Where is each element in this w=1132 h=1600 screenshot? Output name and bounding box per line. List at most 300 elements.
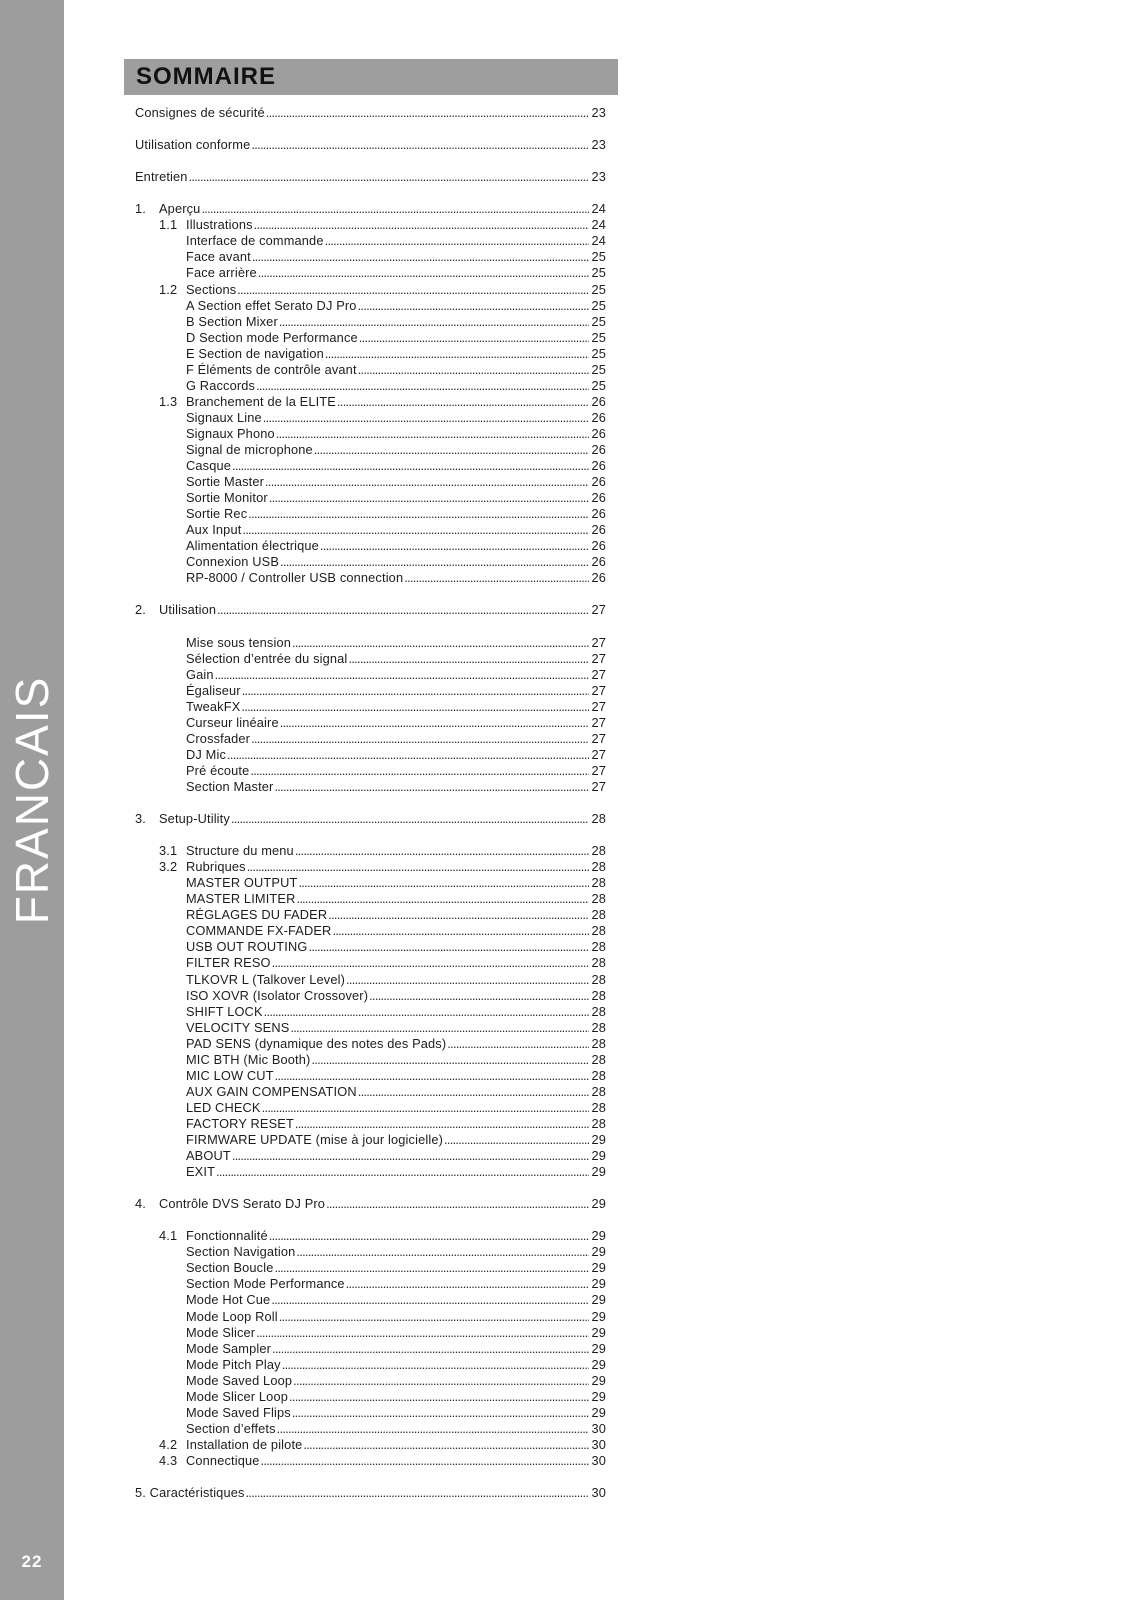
toc-entry-title: Mode Sampler [186, 1340, 272, 1356]
page-number: 22 [21, 1552, 43, 1571]
toc-dot-leader [273, 1260, 589, 1276]
toc-entry-title: Structure du menu [186, 843, 294, 859]
toc-entry-page: 27 [591, 666, 606, 682]
toc-entry [135, 699, 606, 715]
toc-entry-number: 4.1 [159, 1228, 178, 1244]
toc-entry [135, 875, 606, 891]
toc-dot-leader [273, 779, 589, 795]
toc-entry [135, 330, 606, 346]
toc-entry [135, 939, 606, 955]
toc-entry-title: Contrôle DVS Serato DJ Pro [159, 1196, 326, 1212]
toc-dot-leader [345, 1276, 590, 1292]
toc-entry-page: 27 [591, 714, 606, 730]
toc-entry-title: EXIT [186, 1164, 216, 1180]
toc-entry [135, 442, 606, 458]
toc-entry-title: Face avant [186, 249, 251, 265]
toc-entry-title: Section d’effets [186, 1420, 276, 1436]
toc-entry-page: 29 [591, 1292, 606, 1308]
toc-entry-title: Signal de microphone [186, 441, 313, 457]
toc-entry-page: 29 [591, 1340, 606, 1356]
toc-entry-number: 3.1 [159, 843, 178, 859]
toc-dot-leader [253, 217, 590, 233]
toc-entry-page: 28 [591, 1099, 606, 1115]
toc-dot-leader [357, 1084, 590, 1100]
toc-entry [135, 217, 606, 233]
toc-dot-leader [271, 1341, 589, 1357]
toc-dot-leader [231, 458, 589, 474]
toc-entry-page: 29 [591, 1276, 606, 1292]
toc-entry-page: 28 [591, 811, 606, 827]
toc-entry-page: 29 [591, 1260, 606, 1276]
toc-dot-leader [200, 201, 589, 217]
toc-dot-leader [403, 570, 589, 586]
toc-entry-page: 29 [591, 1308, 606, 1324]
toc-dot-leader [241, 683, 590, 699]
toc-dot-leader [324, 233, 590, 249]
toc-entry [135, 1485, 606, 1501]
toc-entry [135, 1292, 606, 1308]
toc-block [135, 843, 606, 1180]
toc-entry-page: 24 [591, 233, 606, 249]
toc-entry-page: 28 [591, 859, 606, 875]
toc-entry-title: Mode Slicer Loop [186, 1388, 288, 1404]
toc-dot-leader [263, 1004, 590, 1020]
toc-entry-page: 26 [591, 409, 606, 425]
toc-entry-title: B Section Mixer [186, 313, 278, 329]
toc-entry-title: Égaliseur [186, 682, 241, 698]
toc-dot-leader [368, 988, 589, 1004]
toc-entry-page: 26 [591, 538, 606, 554]
toc-entry-title: Utilisation [159, 602, 217, 618]
toc-dot-leader [358, 330, 590, 346]
toc-entry [135, 1325, 606, 1341]
toc-entry-title: Mode Loop Roll [186, 1308, 278, 1324]
toc-entry-page: 30 [591, 1420, 606, 1436]
toc-entry [135, 667, 606, 683]
toc-entry-page: 25 [591, 361, 606, 377]
toc-entry-title: MIC LOW CUT [186, 1067, 274, 1083]
toc-dot-leader [291, 1405, 590, 1421]
toc-dot-leader [357, 298, 590, 314]
toc-entry [135, 506, 606, 522]
toc-entry-page: 27 [591, 746, 606, 762]
toc-dot-leader [261, 1100, 590, 1116]
toc-dot-leader [246, 859, 590, 875]
toc-block [135, 105, 606, 121]
toc-dot-leader [294, 1116, 590, 1132]
toc-entry-title: Mise sous tension [186, 634, 291, 650]
toc-entry-number: 1.1 [159, 217, 178, 233]
toc-entry-title: PAD SENS (dynamique des notes des Pads) [186, 1035, 447, 1051]
toc-entry-page: 30 [591, 1485, 606, 1501]
toc-entry [135, 426, 606, 442]
toc-dot-leader [216, 602, 589, 618]
toc-entry-page: 25 [591, 297, 606, 313]
toc-dot-leader [281, 1357, 590, 1373]
toc-entry-page: 23 [591, 105, 606, 120]
toc-dot-leader [188, 169, 590, 185]
toc-entry [135, 490, 606, 506]
toc-entry-page: 27 [591, 682, 606, 698]
toc-dot-leader [249, 763, 589, 779]
toc-entry [135, 1373, 606, 1389]
toc-block [135, 137, 606, 153]
toc-entry-page: 28 [591, 907, 606, 923]
toc-entry-page: 25 [591, 377, 606, 393]
toc-entry [135, 169, 606, 185]
toc-entry [135, 1309, 606, 1325]
toc-entry [135, 779, 606, 795]
toc-entry-page: 28 [591, 875, 606, 891]
toc-entry-page: 28 [591, 1115, 606, 1131]
toc-entry [135, 538, 606, 554]
toc-entry-page: 24 [591, 217, 606, 233]
toc-dot-leader [268, 490, 590, 506]
toc-entry-title: E Section de navigation [186, 345, 324, 361]
toc-entry [135, 1228, 606, 1244]
toc-entry-title: Sortie Monitor [186, 490, 268, 506]
toc-entry-page: 29 [591, 1388, 606, 1404]
toc-dot-leader [245, 1485, 590, 1501]
toc-entry [135, 265, 606, 281]
toc-entry-title: MASTER OUTPUT [186, 875, 298, 891]
toc-block [135, 201, 606, 586]
toc-dot-leader [313, 442, 590, 458]
language-sidebar [0, 0, 64, 1600]
toc-entry-title: TLKOVR L (Talkover Level) [186, 971, 346, 987]
toc-block [135, 1196, 606, 1212]
toc-dot-leader [302, 1437, 589, 1453]
toc-entry-title: FILTER RESO [186, 955, 271, 971]
toc-entry-page: 26 [591, 458, 606, 474]
toc-entry [135, 362, 606, 378]
toc-dot-leader [325, 1196, 589, 1212]
toc-entry-title: Branchement de la ELITE [186, 393, 336, 409]
toc-entry-title: Mode Saved Loop [186, 1372, 293, 1388]
toc-entry-title: 5. Caractéristiques [135, 1485, 245, 1501]
toc-entry [135, 346, 606, 362]
toc-dot-leader [279, 715, 590, 731]
toc-entry-page: 29 [591, 1356, 606, 1372]
toc-entry-page: 26 [591, 441, 606, 457]
toc-entry [135, 314, 606, 330]
toc-entry [135, 651, 606, 667]
toc-entry-number: 4.3 [159, 1452, 178, 1468]
toc-entry-title: D Section mode Performance [186, 329, 358, 345]
toc-entry [135, 683, 606, 699]
toc-dot-leader [257, 265, 590, 281]
toc-entry-page: 25 [591, 265, 606, 281]
toc-entry-page: 28 [591, 1067, 606, 1083]
toc-entry-title: F Éléments de contrôle avant [186, 361, 357, 377]
toc-entry-page: 29 [591, 1132, 606, 1147]
toc-dot-leader [214, 667, 590, 683]
toc-entry-page: 26 [591, 393, 606, 409]
language-label: FRANCAIS [6, 675, 58, 925]
toc-entry [135, 1244, 606, 1260]
toc-dot-leader [295, 1244, 589, 1260]
toc-dot-leader [275, 426, 590, 442]
toc-entry-title: Gain [186, 666, 214, 682]
toc-entry [135, 747, 606, 763]
toc-entry [135, 923, 606, 939]
toc-entry-page: 23 [591, 137, 606, 153]
toc-entry-title: Fonctionnalité [186, 1228, 268, 1244]
toc-entry-title: Setup-Utility [159, 811, 230, 827]
toc-entry [135, 1276, 606, 1292]
toc-entry-page: 28 [591, 923, 606, 939]
toc-entry-title: Consignes de sécurité [135, 105, 265, 120]
toc-entry-title: Signaux Line [186, 409, 262, 425]
toc-entry-title: Face arrière [186, 265, 257, 281]
toc-entry [135, 105, 606, 121]
toc-entry-title: Alimentation électrique [186, 538, 319, 554]
contents-heading: SOMMAIRE [136, 63, 276, 90]
toc-entry-page: 28 [591, 939, 606, 955]
toc-entry-title: AUX GAIN COMPENSATION [186, 1083, 357, 1099]
toc-entry [135, 1341, 606, 1357]
toc-entry-title: G Raccords [186, 377, 256, 393]
toc-dot-leader [357, 362, 590, 378]
toc-entry [135, 249, 606, 265]
toc-entry-title: A Section effet Serato DJ Pro [186, 297, 357, 313]
toc-entry-page: 25 [591, 313, 606, 329]
toc-entry-title: Aux Input [186, 522, 242, 538]
toc-dot-leader [291, 635, 589, 651]
toc-dot-leader [307, 939, 589, 955]
contents-heading-bar [124, 59, 618, 95]
toc-entry [135, 282, 606, 298]
toc-dot-leader [288, 1389, 589, 1405]
toc-entry [135, 1389, 606, 1405]
toc-entry [135, 1100, 606, 1116]
toc-entry [135, 1020, 606, 1036]
toc-entry-title: LED CHECK [186, 1099, 261, 1115]
toc-dot-leader [270, 1292, 589, 1308]
toc-entry [135, 811, 606, 827]
toc-entry-page: 30 [591, 1436, 606, 1452]
toc-entry-title: Pré écoute [186, 762, 250, 778]
toc-entry [135, 1260, 606, 1276]
toc-entry-page: 29 [591, 1404, 606, 1420]
toc-entry-page: 28 [591, 1019, 606, 1035]
toc-entry-title: MIC BTH (Mic Booth) [186, 1051, 311, 1067]
toc-entry [135, 1405, 606, 1421]
toc-entry-page: 26 [591, 570, 606, 586]
toc-entry-title: Mode Slicer [186, 1324, 256, 1340]
toc-entry [135, 554, 606, 570]
toc-entry [135, 474, 606, 490]
toc-block [135, 811, 606, 827]
toc-entry [135, 137, 606, 153]
toc-block [135, 602, 606, 618]
toc-entry-page: 28 [591, 955, 606, 971]
toc-dot-leader [265, 105, 590, 121]
toc-dot-leader [446, 1036, 589, 1052]
toc-entry [135, 843, 606, 859]
toc-entry-title: RP-8000 / Controller USB connection [186, 570, 404, 586]
toc-entry [135, 859, 606, 875]
toc-entry [135, 1453, 606, 1469]
toc-entry-page: 28 [591, 1003, 606, 1019]
toc-entry-page: 29 [591, 1196, 606, 1212]
toc-dot-leader [268, 1228, 590, 1244]
toc-dot-leader [240, 699, 589, 715]
toc-dot-leader [236, 282, 589, 298]
toc-dot-leader [271, 955, 590, 971]
toc-entry-title: COMMANDE FX-FADER [186, 923, 332, 939]
toc-dot-leader [345, 972, 589, 988]
toc-entry-page: 28 [591, 1051, 606, 1067]
toc-dot-leader [319, 538, 590, 554]
toc-entry [135, 201, 606, 217]
toc-dot-leader [262, 410, 590, 426]
toc-entry-page: 28 [591, 891, 606, 907]
toc-dot-leader [327, 907, 589, 923]
toc-entry-title: Sortie Rec [186, 506, 248, 522]
toc-dot-leader [255, 378, 589, 394]
toc-entry-page: 29 [591, 1324, 606, 1340]
toc-entry-number: 1.2 [159, 281, 178, 297]
toc-entry-page: 28 [591, 1083, 606, 1099]
toc-entry [135, 410, 606, 426]
toc-dot-leader [336, 394, 589, 410]
toc-entry-page: 26 [591, 490, 606, 506]
toc-entry [135, 907, 606, 923]
toc-entry [135, 378, 606, 394]
toc-dot-leader [294, 843, 590, 859]
toc-entry-title: Sélection d’entrée du signal [186, 650, 348, 666]
toc-entry-page: 30 [591, 1452, 606, 1468]
toc-dot-leader [443, 1132, 589, 1148]
toc-entry-title: Entretien [135, 169, 188, 185]
toc-entry-title: Section Mode Performance [186, 1276, 345, 1292]
toc-entry-title: Casque [186, 458, 232, 474]
toc-dot-leader [255, 1325, 589, 1341]
toc-dot-leader [276, 1421, 590, 1437]
toc-entry-title: TweakFX [186, 698, 241, 714]
toc-entry-page: 26 [591, 554, 606, 570]
toc-dot-leader [251, 249, 590, 265]
toc-entry-title: Installation de pilote [186, 1436, 303, 1452]
toc-dot-leader [247, 506, 589, 522]
toc-entry [135, 1116, 606, 1132]
toc-entry-page: 29 [591, 1148, 606, 1164]
toc-entry-title: ISO XOVR (Isolator Crossover) [186, 987, 369, 1003]
toc-entry-page: 26 [591, 522, 606, 538]
toc-entry-title: Section Boucle [186, 1260, 274, 1276]
toc-entry-title: Illustrations [186, 217, 253, 233]
toc-entry [135, 394, 606, 410]
toc-block [135, 635, 606, 795]
toc-dot-leader [226, 747, 589, 763]
toc-entry [135, 635, 606, 651]
toc-dot-leader [230, 811, 590, 827]
toc-entry-page: 29 [591, 1372, 606, 1388]
toc-dot-leader [250, 137, 589, 153]
toc-entry-title: Curseur linéaire [186, 714, 279, 730]
toc-entry-title: USB OUT ROUTING [186, 939, 308, 955]
toc-entry-page: 27 [591, 634, 606, 650]
toc-entry-page: 27 [591, 698, 606, 714]
toc-entry-title: Rubriques [186, 859, 246, 875]
toc-entry [135, 458, 606, 474]
toc-entry-title: RÉGLAGES DU FADER [186, 907, 328, 923]
toc-entry-page: 23 [591, 169, 606, 185]
toc-entry-page: 26 [591, 506, 606, 522]
toc-dot-leader [289, 1020, 589, 1036]
toc-entry [135, 1421, 606, 1437]
toc-dot-leader [347, 651, 589, 667]
toc-entry-title: DJ Mic [186, 746, 226, 762]
toc-dot-leader [331, 923, 589, 939]
toc-entry [135, 233, 606, 249]
toc-entry [135, 1132, 606, 1148]
toc-dot-leader [260, 1453, 590, 1469]
toc-entry-title: ABOUT [186, 1148, 231, 1164]
toc-entry-title: Interface de commande [186, 233, 324, 249]
toc-entry [135, 1036, 606, 1052]
toc-dot-leader [274, 1068, 590, 1084]
toc-entry-page: 26 [591, 474, 606, 490]
toc-entry-page: 25 [591, 281, 606, 297]
toc-entry [135, 988, 606, 1004]
toc-entry-page: 29 [591, 1244, 606, 1260]
toc-entry-title: VELOCITY SENS [186, 1019, 290, 1035]
toc-dot-leader [241, 522, 589, 538]
toc-entry [135, 570, 606, 586]
toc-entry-title: FIRMWARE UPDATE (mise à jour logicielle) [186, 1132, 444, 1147]
toc-entry-title: MASTER LIMITER [186, 891, 296, 907]
toc-entry-title: Aperçu [159, 201, 201, 217]
toc-entry [135, 1052, 606, 1068]
toc-entry-page: 27 [591, 730, 606, 746]
toc-entry [135, 891, 606, 907]
toc-entry-title: Section Master [186, 778, 274, 794]
toc-dot-leader [264, 474, 589, 490]
toc-dot-leader [278, 314, 590, 330]
toc-dot-leader [310, 1052, 589, 1068]
toc-entry-title: Utilisation conforme [135, 137, 251, 153]
toc-entry [135, 298, 606, 314]
toc-entry-title: Connexion USB [186, 554, 280, 570]
toc-dot-leader [279, 554, 589, 570]
toc-entry [135, 1164, 606, 1180]
toc-entry [135, 1148, 606, 1164]
toc-entry-page: 27 [591, 778, 606, 794]
toc-entry-page: 25 [591, 249, 606, 265]
toc-entry-page: 25 [591, 329, 606, 345]
toc-dot-leader [295, 891, 589, 907]
toc-entry-title: Connectique [186, 1452, 260, 1468]
toc-dot-leader [231, 1148, 590, 1164]
toc-entry-title: Sortie Master [186, 474, 265, 490]
toc-entry-number: 4. [135, 1196, 146, 1212]
toc-entry-page: 28 [591, 987, 606, 1003]
toc-dot-leader [278, 1309, 590, 1325]
toc-entry-title: FACTORY RESET [186, 1115, 294, 1131]
toc-block [135, 1228, 606, 1469]
toc-entry-title: Crossfader [186, 730, 251, 746]
toc-dot-leader [324, 346, 590, 362]
toc-entry [135, 1437, 606, 1453]
toc-entry-number: 1. [135, 201, 146, 217]
toc-block [135, 1485, 606, 1501]
toc-entry-title: Sections [186, 281, 237, 297]
toc-entry [135, 972, 606, 988]
toc-entry-page: 29 [591, 1228, 606, 1244]
toc-entry-number: 2. [135, 602, 146, 618]
